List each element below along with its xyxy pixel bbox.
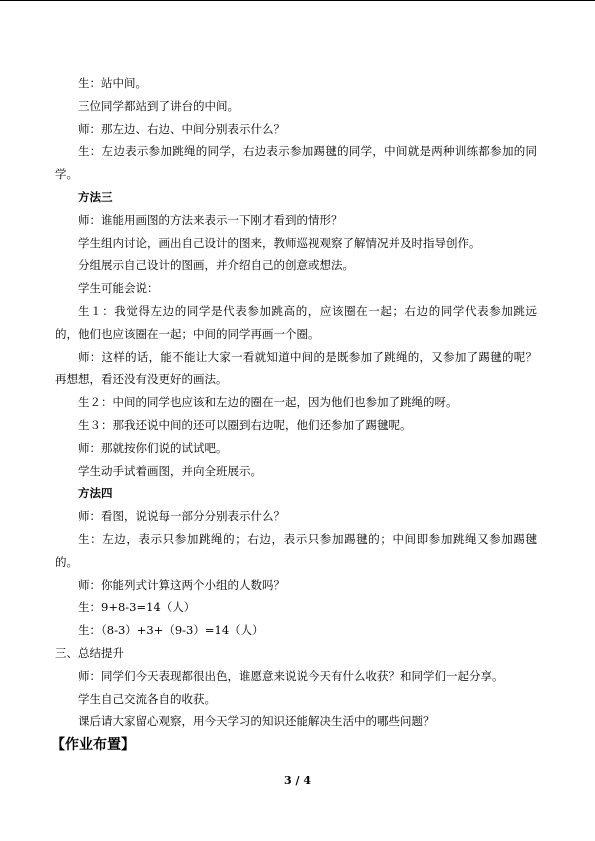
section-title: 【作业布置】 (51, 737, 135, 754)
paragraph: 学生自己交流各自的收获。 (78, 691, 216, 706)
paragraph: 学生组内讨论，画出自己设计的图来，教师巡视观察了解情况并及时指导创作。 (78, 235, 481, 250)
paragraph: 师：你能列式计算这两个小组的人数吗？ (78, 577, 285, 592)
page-number: 3 / 4 (284, 774, 311, 787)
paragraph: 师：看图，说说每一部分分别表示什么？ (78, 509, 285, 524)
paragraph: 生：左边表示参加跳绳的同学，右边表示参加踢毽的同学，中间就是两种训练都参加的同学。 (55, 144, 537, 182)
paragraph: 师：那左边、右边、中间分别表示什么？ (78, 121, 285, 136)
paragraph: 生：9+8-3=14（人） (78, 600, 196, 615)
paragraph: 生３：那我还说中间的还可以圈到右边呢，他们还参加了踢毽呢。 (78, 417, 412, 432)
header-rule (0, 0, 595, 1)
paragraph: 生：（8-3）+3+（9-3）=14（人） (78, 623, 264, 638)
section-heading: 三、总结提升 (55, 645, 124, 660)
paragraph: 学生动手试着画图，并向全班展示。 (78, 463, 262, 478)
paragraph: 学生可能会说： (78, 281, 159, 296)
paragraph: 师：谁能用画图的方法来表示一下刚才看到的情形？ (78, 212, 343, 227)
paragraph: 课后请大家留心观察，用今天学习的知识还能解决生活中的哪些问题？ (78, 714, 435, 729)
paragraph: 生２：中间的同学也应该和左边的圈在一起，因为他们也参加了跳绳的呀。 (78, 395, 458, 410)
paragraph: 生１：我觉得左边的同学是代表参加跳高的，应该圈在一起；右边的同学代表参加跳远的，他们也应该圈在一起；中间的同学再画一个圈。 (55, 303, 537, 341)
paragraph: 师：这样的话，能不能让大家一看就知道中间的是既参加了跳绳的，又参加了踢毽的呢？再想想，看还没有没更好的画法。 (55, 349, 537, 387)
document-body (51, 72, 537, 757)
paragraph: 生：站中间。 (78, 76, 147, 90)
paragraph: 师：那就按你们说的试试吧。 (78, 440, 228, 455)
paragraph: 师：同学们今天表现都很出色，谁愿意来说说今天有什么收获？和同学们一起分享。 (78, 668, 504, 683)
paragraph: 分组展示自己设计的图画，并介绍自己的创意或想法。 (78, 258, 354, 273)
paragraph: 生：左边，表示只参加跳绳的；右边，表示只参加踢毽的；中间即参加跳绳又参加踢毽的。 (55, 531, 537, 569)
subheading: 方法四 (78, 486, 113, 501)
paragraph: 三位同学都站到了讲台的中间。 (78, 98, 239, 113)
subheading: 方法三 (78, 189, 113, 204)
